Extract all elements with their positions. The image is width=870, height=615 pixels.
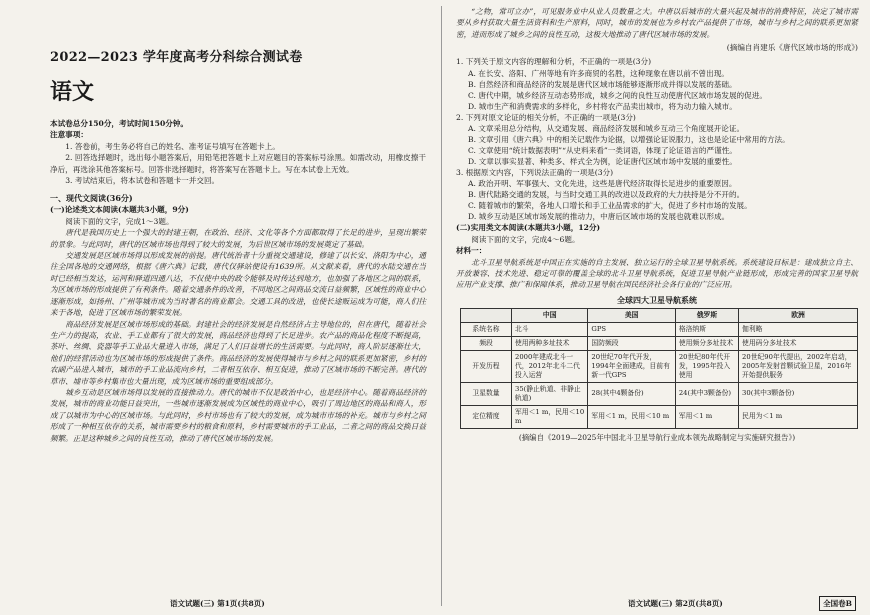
table-cell: 格洛纳斯 <box>675 322 738 336</box>
subject-title: 语文 <box>50 79 95 105</box>
option: A. 文章采用总分结构，从交通发展、商品经济发展和城乡互动三个角度展开论证。 <box>468 124 745 134</box>
table-row-header: 卫星数量 <box>461 382 512 405</box>
material-label: 材料一： <box>456 246 487 256</box>
table-cell: 35(静止轨道、非静止轨道) <box>512 382 588 405</box>
option: D. 城市生产和消费需求的多样化，乡村将农产品卖出城市，将为动力输入城市。 <box>468 101 737 111</box>
table-header-cell: 欧洲 <box>739 308 858 322</box>
option: C. 随着城市的繁荣，各地人口增长和手工业品需求的扩大，促进了乡村市场的发展。 <box>468 201 752 211</box>
table-row <box>461 350 858 382</box>
notice-item: 1. 答卷前，考生务必将自己的姓名、准考证号填写在答题卡上。 <box>65 141 280 151</box>
table-header-cell: 中国 <box>512 308 588 322</box>
table-cell: 使用码分多址技术 <box>739 336 858 350</box>
option: A. 政治开明、军事强大、文化先进，这些是唐代经济取得长足进步的重要原因。 <box>468 179 737 189</box>
passage-paragraph: 城乡互动是区域市场得以发展的直接推动力。唐代的城市不仅是政治中心，也是经济中心。随着商品经济的发展，城市的商业功能日益突出，一些城市逐渐发展成为区域性的商业中心，吸引了周边地区的商品和商人，形成了以城市为中心的区域市场。与此同时，乡村市场也有了较大的发展，成为城市市场的补充。城市与乡村之间形成了一种相互依存的关系，城市需要乡村的粮食和原料，乡村需要城市的手工业品，二者之间的商品交换日益频繁。正是这种城乡之间的良性互动，推动了唐代区域市场的发展。 <box>50 387 426 443</box>
table-cell: 伽利略 <box>739 322 858 336</box>
passage-paragraph: 交通发展是区域市场得以形成发展的前提。唐代统治者十分重视交通建设，修建了以长安、洛阳为中心，通往全国各地的交通网络，根据《唐六典》记载，唐代仅驿站便设有1639所。从文献来看，唐代的水陆交通在当时已经相当发达，运河和驿道四通八达，不仅使中央的政令能够及时传达到地方，也加强了各地区之间的联系，为区域市场的形成提供了有利条件。随着交通条件的改善，不同地区之间商品交流日益频繁，区域性的商业中心逐渐形成，如扬州、广州等城市成为当时著名的商业都会。交通工具的改进，也使长途贩运成为可能，商人们往来于各地，促进了区域市场的繁荣发展。 <box>50 251 426 318</box>
passage-paragraph: 唐代是我国历史上一个强大的封建王朝，在政治、经济、文化等各个方面都取得了长足的进步，呈现出繁荣的景象。与此同时，唐代的区域市场也得到了较大的发展，为后世区域市场的发展奠定了基础。 <box>50 228 426 249</box>
section-heading: 一、现代文阅读(36分) <box>50 193 133 204</box>
question: 2. 下列对原文论证的相关分析，不正确的一项是(3分) <box>456 112 636 122</box>
table-row-header: 定位精度 <box>461 405 512 428</box>
table-cell: 24(其中3颗备份) <box>675 382 738 405</box>
table-cell: 军用＜1 m，民用＜10 m <box>588 405 675 428</box>
table-cell: 使用频分多址技术 <box>675 336 738 350</box>
option: A. 在长安、洛阳、广州等地有许多商贸的名胜，这种现象在唐以前不曾出现。 <box>468 68 729 78</box>
passage-paragraph: “之物，常可立办”，可见服务业中从业人员数量之大。中唐以后城市的大量兴起及城市的消费特征，决定了城市需要从乡村获取大量生活资料和生产原料，同时，城市的发展也为乡村农产品提供了市场，城市与乡村之间的联系更加紧密，进而形成了城乡之间的良性互动，这极大地推动了唐代区域市场的发展。 <box>456 7 858 39</box>
subsection-heading: (二)实用类文本阅读(本题共3小题，12分) <box>456 223 601 233</box>
notice-title: 注意事项： <box>50 130 88 140</box>
table-cell: 2000年建成北斗一代，2012年北斗二代投入运营 <box>512 350 588 382</box>
option: C. 文章使用“统计数据表明”“从史料来看”一类词语，体现了论证语言的严谨性。 <box>468 146 737 156</box>
table-row <box>461 382 858 405</box>
table-header-row <box>461 308 858 322</box>
table-header-cell <box>461 308 512 322</box>
source-citation: (摘编自肖建乐《唐代区域市场的形成》) <box>726 43 858 53</box>
score-line: 本试卷总分150分，考试时间150分钟。 <box>50 119 189 128</box>
right-page <box>448 0 870 615</box>
exam-badge: 全国卷B <box>819 596 856 611</box>
table-row-header: 开发历程 <box>461 350 512 382</box>
option: D. 文章以事实显著、种类多、样式全为例，论证唐代区域市场中发展的重要性。 <box>468 157 737 167</box>
passage-paragraph: 北斗卫星导航系统是中国正在实施的自主发展、独立运行的全球卫星导航系统。系统建设目标是：建成独立自主、开放兼容、技术先进、稳定可靠的覆盖全球的北斗卫星导航系统，促进卫星导航产业链形成，形成完善的国家卫星导航应用产业支撑、推广和保障体系，推动卫星导航在国民经济社会各行业的广泛应用。 <box>456 257 858 290</box>
table-row <box>461 322 858 336</box>
table-source: (摘编自《2019—2025年中国北斗卫星导航行业成本领先战略制定与实施研究报告》) <box>518 432 796 442</box>
table-row <box>461 336 858 350</box>
table-cell: 民用为＜1 m <box>739 405 858 428</box>
table-cell: GPS <box>588 322 675 336</box>
question: 3. 根据原文内容，下列说法正确的一项是(3分) <box>456 168 614 178</box>
option: B. 自然经济和商品经济的发展是唐代区域市场能够逐渐形成并得以发展的基础。 <box>468 79 737 89</box>
subsection-heading: (一)论述类文本阅读(本题共3小题，9分) <box>50 205 189 215</box>
table-row-header: 频段 <box>461 336 512 350</box>
page-footer: 语文试题(三) 第1页(共8页) <box>170 599 265 608</box>
option: C. 唐代中期，城乡经济互动态势形成，城乡之间的良性互动使唐代区域市场发展的促进。 <box>468 90 767 100</box>
table-cell: 北斗 <box>512 322 588 336</box>
notice-item: 2. 回答选择题时，选出每小题答案后，用铅笔把答题卡上对应题目的答案标号涂黑。如需改动，用橡皮擦干净后，再选涂其他答案标号。回答非选择题时，将答案写在答题卡上。写在本试卷上无效。 <box>50 153 426 174</box>
table-cell: 20世纪70年代开发，1994年全面建成，目前有新一代GPS <box>588 350 675 382</box>
table-cell: 国防频段 <box>588 336 675 350</box>
option: B. 文章引用《唐六典》中的相关记载作为论据，以增强论证说服力，这也是论证中常用的方法。 <box>468 135 790 145</box>
table-title: 全球四大卫星导航系统 <box>617 294 697 305</box>
table-row <box>461 405 858 428</box>
navigation-systems-table <box>460 308 858 429</box>
option: D. 城乡互动是区域市场发展的推动力，中唐后区域市场的发展也就难以形成。 <box>468 212 730 222</box>
table-cell: 30(其中3颗备份) <box>739 382 858 405</box>
page-footer: 语文试题(三) 第2页(共8页) <box>628 599 723 608</box>
table-cell: 20世纪80年代开发，1995年投入使用 <box>675 350 738 382</box>
passage-paragraph: 商品经济发展是区域市场形成的基础。封建社会的经济发展是自然经济占主导地位的，但在唐代，随着社会生产力的提高，农业、手工业都有了很大的发展，商品经济也得到了长足进步。农产品的商品化程度不断提高，茶叶、丝绸、瓷器等手工业品大量进入市场，满足了人们日益增长的生活需要。与此同时，商人阶层逐渐壮大，他们的经营活动也为区域市场的形成提供了条件。商品经济的发展使得城市与乡村之间的联系更加紧密，乡村的农副产品进入城市，城市的手工业品流向乡村，二者相互依存、相互促进，推动了区域市场的不断完善。唐代的草市、墟市等乡村集市也大量出现，成为区域市场的重要组成部分。 <box>50 319 426 386</box>
notice-item: 3. 考试结束后，将本试卷和答题卡一并交回。 <box>65 176 220 186</box>
question: 1. 下列关于原文内容的理解和分析，不正确的一项是(3分) <box>456 57 652 67</box>
table-cell: 20世纪90年代提出，2002年启动，2005年发射首颗试验卫星，2016年开始提供服务 <box>739 350 858 382</box>
instruction: 阅读下面的文字，完成4～6题。 <box>471 234 580 244</box>
table-cell: 使用两种多址技术 <box>512 336 588 350</box>
table-row-header: 系统名称 <box>461 322 512 336</box>
instruction: 阅读下面的文字，完成1～3题。 <box>65 216 174 226</box>
option: B. 唐代陆路交通的发展，与当时交通工具的改进以及政府的大力扶持是分不开的。 <box>468 190 745 200</box>
table-cell: 军用＜1 m，民用＜10 m <box>512 405 588 428</box>
table-header-cell: 美国 <box>588 308 675 322</box>
page-divider <box>441 6 442 606</box>
table-cell: 28(其中4颗备份) <box>588 382 675 405</box>
table-header-cell: 俄罗斯 <box>675 308 738 322</box>
exam-title: 2022—2023 学年度高考分科综合测试卷 <box>50 50 303 65</box>
table-cell: 军用＜1 m <box>675 405 738 428</box>
